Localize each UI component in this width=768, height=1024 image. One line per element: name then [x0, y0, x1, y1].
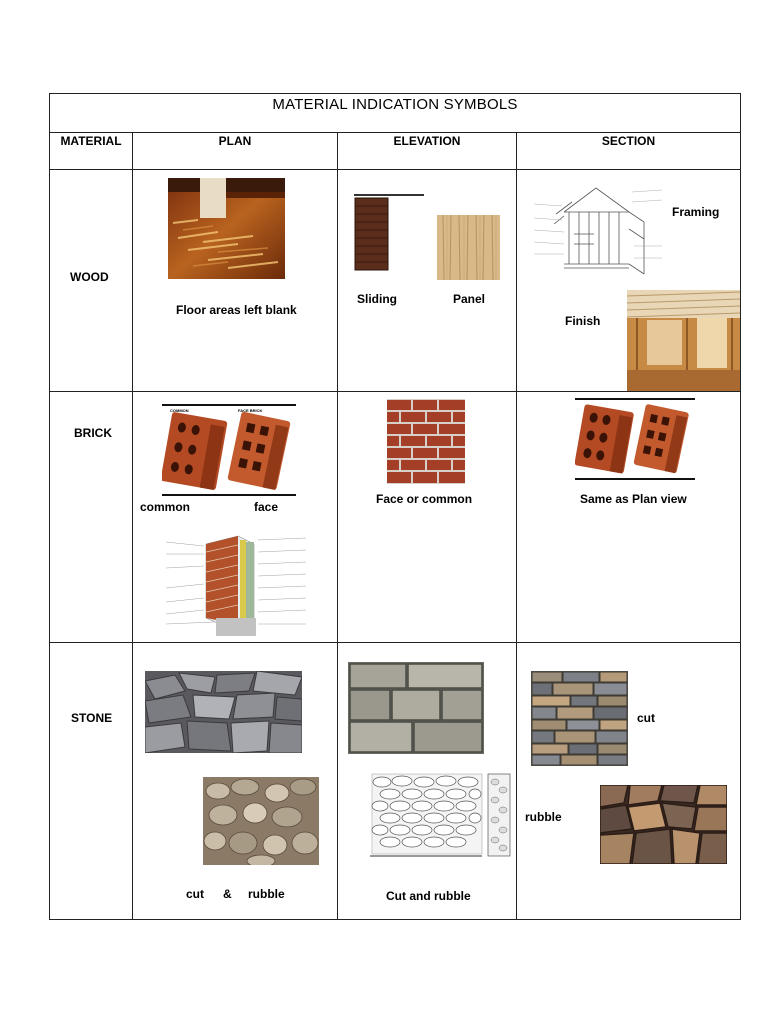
brick-plan-image	[162, 404, 296, 496]
stone-section-rubble-image	[600, 785, 727, 864]
brick-sec-caption: Same as Plan view	[580, 492, 687, 506]
wood-floor-image	[168, 178, 285, 279]
header-plan: PLAN	[218, 134, 252, 148]
material-stone: STONE	[71, 711, 113, 725]
stone-elevation-cut-image	[348, 662, 484, 754]
stone-section-cut-image	[531, 671, 628, 766]
table-border-top	[49, 93, 741, 94]
stone-elev-caption: Cut and rubble	[386, 889, 471, 903]
brick-elev-caption: Face or common	[376, 492, 473, 506]
rule-title	[49, 132, 741, 133]
wood-elev-panel: Panel	[453, 292, 486, 306]
stone-sec-cut: cut	[637, 711, 655, 725]
wood-sec-framing: Framing	[672, 205, 720, 219]
wood-plan-caption: Floor areas left blank	[176, 303, 297, 317]
wood-sliding-door-image[interactable]	[354, 192, 424, 272]
brick-img-label-face: FACE BRICK	[238, 408, 263, 413]
brick-img-label-common: COMMON	[170, 408, 189, 413]
table-border-right	[740, 93, 741, 920]
header-material: MATERIAL	[60, 134, 122, 148]
material-brick: BRICK	[74, 426, 112, 440]
table-title: MATERIAL INDICATION SYMBOLS	[272, 96, 518, 113]
stone-elevation-rubble-drawing	[370, 772, 514, 860]
brick-plan-common: common	[140, 500, 191, 514]
brick-section-image	[575, 398, 695, 480]
stone-sec-rubble: rubble	[525, 810, 562, 824]
stone-plan-amp: &	[223, 887, 232, 901]
stone-plan-cut-image	[145, 671, 302, 753]
table-border-left	[49, 93, 50, 920]
material-wood: WOOD	[70, 270, 109, 284]
wood-finish-image	[627, 290, 740, 391]
brick-wall-diagram	[166, 532, 311, 638]
wood-sec-finish: Finish	[565, 314, 601, 328]
table-border-bottom	[49, 919, 741, 920]
brick-elevation-image	[387, 399, 465, 484]
rule-wood	[49, 391, 741, 392]
col-rule-1	[132, 132, 133, 920]
col-rule-3	[516, 132, 517, 920]
rule-brick	[49, 642, 741, 643]
stone-plan-cut: cut	[186, 887, 204, 901]
header-elevation: ELEVATION	[393, 134, 461, 148]
wood-elev-sliding: Sliding	[357, 292, 397, 306]
header-section: SECTION	[601, 134, 656, 148]
col-rule-2	[337, 132, 338, 920]
rule-header	[49, 169, 741, 170]
wood-panel-image	[437, 215, 500, 280]
stone-plan-rubble: rubble	[248, 887, 285, 901]
stone-plan-rubble-image	[203, 777, 319, 865]
wood-framing-diagram	[534, 184, 664, 284]
brick-plan-face: face	[254, 500, 279, 514]
